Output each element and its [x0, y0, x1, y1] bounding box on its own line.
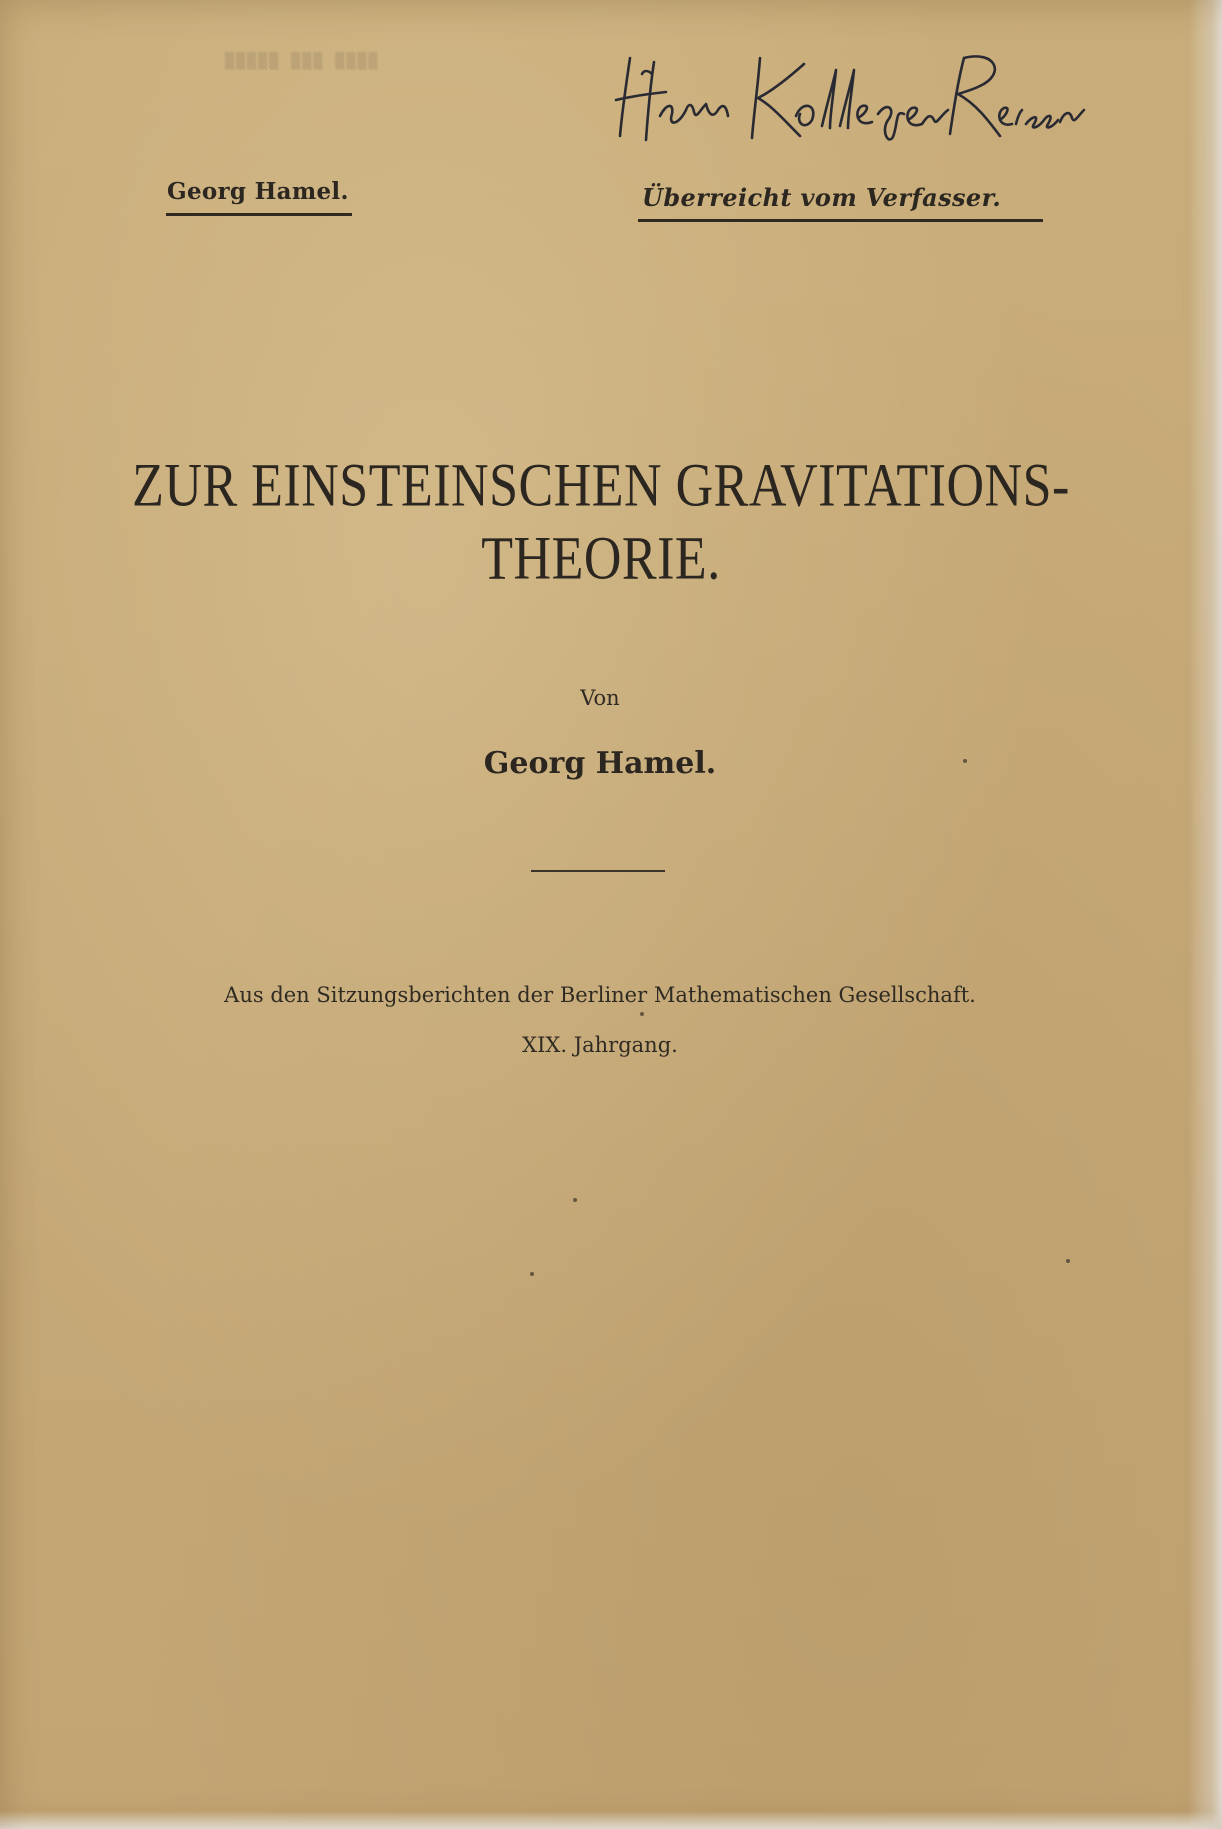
document-title-line-2: THEORIE.: [481, 525, 721, 593]
paper-speck: [573, 1198, 577, 1202]
paper-speck: [530, 1272, 534, 1276]
header-author: Georg Hamel.: [167, 178, 349, 205]
paper-right-edge: [1188, 0, 1222, 1829]
source-publication: Aus den Sitzungsberichten der Berliner Mathematischen Gesellschaft.: [224, 983, 976, 1007]
paper-speck: [1066, 1259, 1070, 1263]
byline-von: Von: [580, 686, 620, 710]
header-presented-note: Überreicht vom Verfasser.: [642, 183, 1002, 212]
separator-rule: [531, 870, 665, 872]
header-presented-underline: [638, 219, 1043, 222]
byline-author: Georg Hamel.: [483, 746, 717, 781]
paper-speck: [963, 759, 967, 763]
paper-speck: [640, 1012, 644, 1016]
document-title-line-1: ZUR EINSTEINSCHEN GRAVITATIONS-: [132, 452, 1070, 520]
header-author-underline: [166, 213, 352, 216]
source-volume: XIX. Jahrgang.: [522, 1033, 678, 1057]
handwritten-dedication: [608, 40, 1088, 150]
paper-bottom-edge: [0, 1811, 1222, 1829]
faded-stamp: ▒▒▒▒▒ ▒▒▒ ▒▒▒▒: [225, 52, 380, 70]
